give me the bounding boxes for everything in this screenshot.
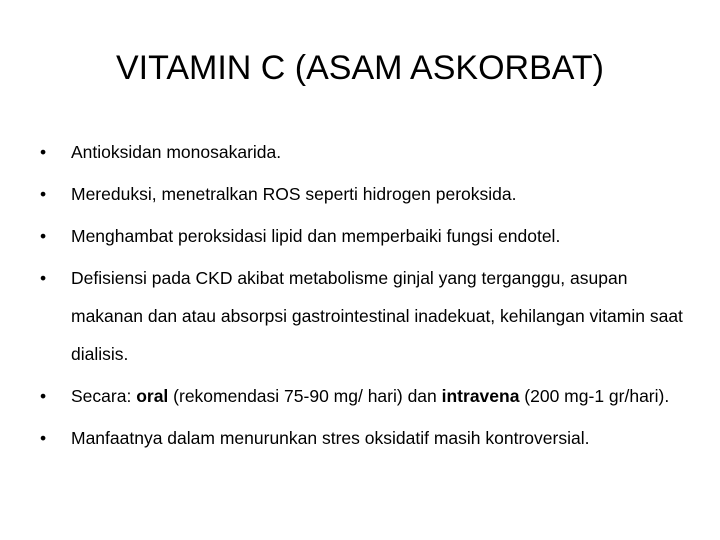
bullet-bold-intravena: intravena — [441, 386, 520, 406]
bullet-item — [40, 133, 700, 171]
bullet-point-icon: • — [40, 268, 47, 288]
bullet-point-icon: • — [40, 142, 47, 162]
bullet-point-icon: • — [40, 386, 47, 406]
bullet-text-part: (rekomendasi 75-90 mg/ hari) dan — [168, 386, 442, 406]
bullet-text-part: (200 mg-1 gr/hari). — [519, 386, 670, 406]
bullet-point-icon: • — [40, 184, 47, 204]
bullet-text: Manfaatnya dalam menurunkan stres oksidatif masih kontroversial. — [71, 428, 590, 448]
bullet-text: Mereduksi, menetralkan ROS seperti hidrogen peroksida. — [71, 184, 517, 204]
bullet-item — [40, 259, 700, 373]
bullet-item — [40, 217, 700, 255]
bullet-bold-oral: oral — [136, 386, 169, 406]
bullet-item — [40, 377, 700, 415]
bullet-point-icon: • — [40, 226, 47, 246]
bullet-item — [40, 175, 700, 213]
bullet-text: Defisiensi pada CKD akibat metabolisme ginjal yang terganggu, asupan makanan dan atau absorpsi gastrointestinal inadekuat, kehilangan vitamin saat dialisis. — [71, 268, 683, 364]
bullet-point-icon: • — [40, 428, 47, 448]
slide-title: VITAMIN C (ASAM ASKORBAT) — [115, 49, 605, 87]
bullet-text-part: Secara: — [71, 386, 137, 406]
bullet-text — [71, 386, 669, 406]
bullet-list — [40, 133, 700, 461]
bullet-item — [40, 419, 700, 457]
bullet-text: Menghambat peroksidasi lipid dan memperbaiki fungsi endotel. — [71, 226, 561, 246]
bullet-text: Antioksidan monosakarida. — [71, 142, 282, 162]
